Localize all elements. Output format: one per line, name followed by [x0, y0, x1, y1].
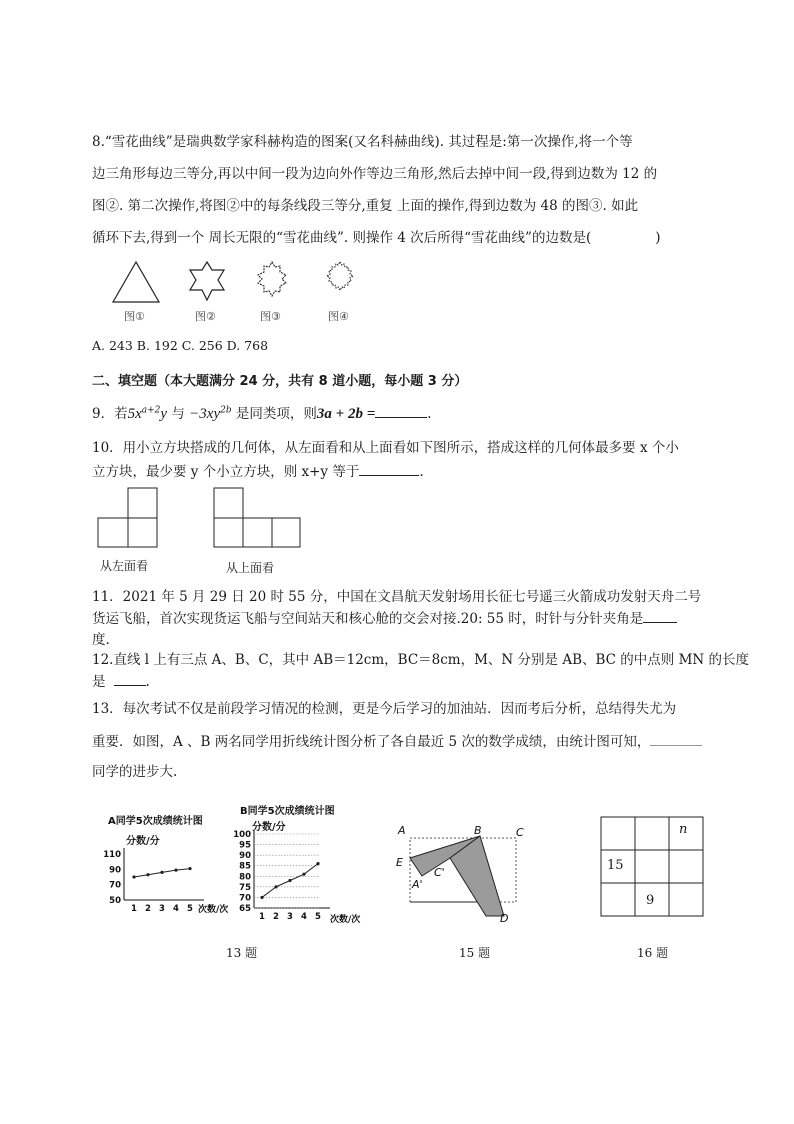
fig15-label-C1: C'	[434, 866, 445, 879]
q12-answer-blank[interactable]	[114, 685, 146, 686]
q12-line-2-text: 是	[92, 674, 106, 690]
fig16-cell-n: n	[679, 822, 688, 837]
chart-b-ytick-3: 85	[239, 861, 251, 872]
q8-options: A. 243 B. 192 C. 256 D. 768	[92, 338, 269, 353]
q11-line-2-text: 货运飞船，首次实现货运飞船与空间站天和核心舱的交会对接.20: 55 时，时针与分针夹角是	[92, 611, 644, 627]
chart-b-ylabel: 分数/分	[252, 822, 286, 833]
q11-line-3: 度.	[92, 632, 110, 648]
q13-line-2-text: 重要．如图，A 、B 两名同学用折线统计图分析了各自最近 5 次的数学成绩，由统计图可知，	[92, 734, 651, 750]
q13-line-2	[92, 730, 702, 750]
figure-15	[390, 818, 530, 923]
chart-a-ytick-3: 50	[109, 896, 121, 906]
chart-a-xtick-2: 3	[159, 904, 165, 914]
fig16-cell-9: 9	[646, 893, 655, 908]
section-2-title: 二、填空题（本大题满分 24 分，共有 8 道小题，每小题 3 分）	[92, 374, 468, 389]
chart-b-point-3	[302, 873, 305, 876]
chart-a-point-3	[174, 869, 177, 872]
caption-13: 13 题	[226, 946, 258, 960]
chart-b-xlabel: 次数/次	[330, 915, 361, 925]
q10-view-left	[97, 487, 159, 549]
q8-line-2: 边三角形每边三等分,再以中间一段为边向外作等边三角形,然后去掉中间一段,得到边数为 12 的	[92, 166, 658, 182]
q8-line-1: 8.“雪花曲线”是瑞典数学家科赫构造的图案(又名科赫曲线). 其过程是:第一次操作,将一个等	[92, 134, 633, 150]
q11-line-2	[92, 607, 677, 627]
fig15-label-C: C	[516, 826, 524, 839]
q12-line-1: 12.直线 l 上有三点 A、B、C，其中 AB＝12cm，BC＝8cm，M、N 分别是 AB、BC 的中点则 MN 的长度	[92, 652, 750, 668]
chart-a-point-0	[132, 875, 135, 878]
fig15-label-B: B	[474, 824, 482, 837]
q8-close-paren: )	[655, 230, 661, 246]
chart-b-ytick-6: 70	[239, 893, 251, 904]
caption-16: 16 题	[637, 946, 669, 960]
chart-a-point-2	[160, 871, 163, 874]
chart-b-ytick-0: 100	[233, 830, 251, 840]
q12-line-2	[92, 670, 150, 690]
q13-answer-blank[interactable]	[650, 745, 702, 746]
q10-line-1: 10．用小立方块搭成的几何体，从左面看和从上面看如下图所示，搭成这样的几何体最多要 x 个小	[92, 440, 679, 456]
figure-label-4: 图④	[328, 310, 349, 323]
chart-a-xtick-0: 1	[131, 904, 137, 914]
q10-view-top	[213, 487, 303, 549]
chart-a-point-4	[188, 867, 191, 870]
chart-b-point-1	[274, 885, 277, 888]
q9-expr: 3a + 2b =	[316, 406, 376, 422]
chart-a-xtick-1: 2	[145, 904, 151, 914]
chart-b-xtick-4: 5	[315, 912, 321, 922]
figure-label-1: 图①	[124, 310, 145, 323]
chart-b	[224, 800, 374, 930]
q8-line-3: 图②. 第二次操作,将图②中的每条线段三等分,重复 上面的操作,得到边数为 48 的图③. 如此	[92, 198, 639, 214]
chart-b-point-0	[260, 896, 263, 899]
chart-b-title: B同学5次成绩统计图	[240, 806, 335, 817]
q9	[92, 402, 432, 423]
q11-line-1: 11．2021 年 5 月 29 日 20 时 55 分，中国在文昌航天发射场用长征七号遥三火箭成功发射天舟二号	[92, 589, 702, 605]
chart-a-title: A同学5次成绩统计图	[108, 816, 203, 827]
fig15-label-E: E	[396, 856, 403, 869]
figure-label-2: 图②	[195, 310, 216, 323]
chart-a	[98, 810, 238, 920]
q9-term2-exp: 2b	[220, 405, 232, 416]
chart-b-point-4	[316, 862, 319, 865]
snowflake-stage-4	[327, 262, 353, 290]
q8-line-4-text: 循环下去,得到一个 周长无限的“雪花曲线”. 则操作 4 次后所得“雪花曲线”的边数是(	[92, 230, 592, 246]
chart-b-ytick-7: 65	[239, 904, 251, 914]
q9-mid: 与	[167, 406, 190, 422]
q10-end: .	[419, 464, 424, 480]
snowflake-stage-3	[258, 262, 286, 296]
chart-b-xtick-2: 3	[287, 912, 293, 922]
chart-b-ytick-4: 80	[239, 872, 251, 883]
chart-b-xtick-0: 1	[259, 912, 265, 922]
q10-line-2-text: 立方块，最少要 y 个小立方块，则 x+y 等于	[92, 464, 360, 480]
q9-prefix: 9．若	[92, 406, 128, 422]
q13-line-3: 同学的进步大.	[92, 764, 178, 780]
chart-a-ytick-0: 110	[103, 850, 121, 860]
chart-b-ytick-2: 90	[239, 851, 251, 862]
fig16-cell-15: 15	[607, 858, 624, 873]
q9-term2: −3xy	[189, 406, 221, 422]
chart-a-ytick-2: 70	[109, 880, 121, 891]
chart-a-ytick-1: 90	[109, 865, 121, 876]
q9-suffix: 是同类项，则	[231, 406, 317, 422]
fig15-label-D: D	[500, 912, 509, 923]
chart-a-xtick-4: 5	[187, 904, 193, 914]
q9-term1-tail: y	[160, 406, 168, 422]
chart-a-ylabel: 分数/分	[126, 836, 160, 847]
q9-end: .	[427, 406, 432, 422]
figure-label-3: 图③	[260, 310, 281, 323]
snowflake-figures	[100, 256, 390, 326]
q9-term1: 5x	[127, 406, 142, 422]
q9-term1-exp: a+2	[141, 405, 161, 416]
caption-15: 15 题	[459, 946, 491, 960]
chart-a-point-1	[146, 873, 149, 876]
q9-answer-blank[interactable]	[375, 417, 427, 418]
chart-b-ytick-1: 95	[239, 840, 251, 851]
q10-answer-blank[interactable]	[359, 475, 419, 476]
snowflake-stage-1	[113, 262, 159, 302]
snowflake-stage-2	[190, 262, 224, 300]
chart-b-point-2	[288, 879, 291, 882]
chart-b-xtick-3: 4	[301, 912, 307, 922]
chart-a-xlabel: 次数/次	[198, 905, 229, 915]
q10-left-caption: 从左面看	[100, 559, 149, 573]
chart-a-xtick-3: 4	[173, 904, 179, 914]
q12-end: .	[145, 674, 150, 690]
fig15-label-A1: A'	[412, 878, 423, 891]
fig15-label-A: A	[398, 824, 406, 837]
q11-answer-blank[interactable]	[643, 622, 677, 623]
q10-top-caption: 从上面看	[226, 561, 275, 575]
q10-line-2	[92, 460, 424, 480]
q8-line-4	[92, 226, 661, 246]
chart-b-ytick-5: 75	[239, 882, 251, 893]
chart-b-xtick-1: 2	[273, 912, 279, 922]
q13-line-1: 13．每次考试不仅是前段学习情况的检测，更是今后学习的加油站．因而考后分析，总结得失尤为	[92, 701, 677, 717]
